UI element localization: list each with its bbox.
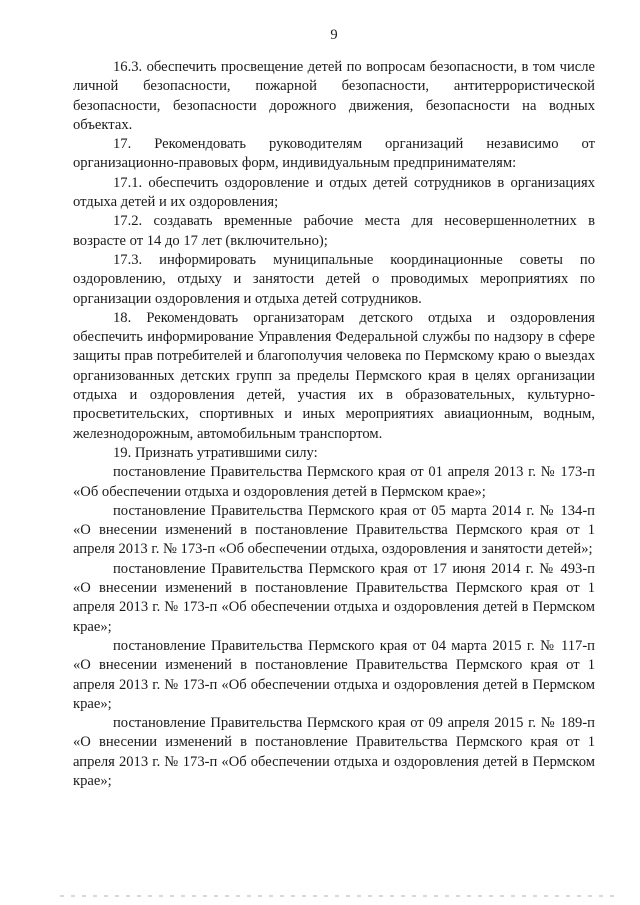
paragraph-18: 18. Рекомендовать организаторам детского отдыха и оздоровления обеспечить информирование Управления Федеральной службы по надзору в сфере защиты прав потребителей и благополучия человека по Пермскому краю о выездах организованных детских групп за пределы Пермского края в целях организации отдыха и оздоровления детей, участия их в образовательных, культурно-просветительских, спортивных и иных мероприятиях авиационным, водным, железнодорожным, автомобильным транспортом. <box>73 309 595 442</box>
paragraph-17: 17. Рекомендовать руководителям организаций независимо от организационно-правовых форм, индивидуальным предпринимателям: <box>73 136 595 172</box>
repealed-decree-493-p: постановление Правительства Пермского края от 17 июня 2014 г. № 493-п «О внесении изменений в постановление Правительства Пермского края от 1 апреля 2013 г. № 173-п «Об обеспечении отдыха и оздоровления детей в Пермском крае»; <box>73 560 595 635</box>
page-number: 9 <box>330 27 338 43</box>
repealed-decree-173-p: постановление Правительства Пермского края от 01 апреля 2013 г. № 173-п «Об обеспечении отдыха и оздоровления детей в Пермском крае»; <box>73 464 595 500</box>
document-body <box>73 58 595 791</box>
repealed-decree-117-p: постановление Правительства Пермского края от 04 марта 2015 г. № 117-п «О внесении изменений в постановление Правительства Пермского края от 1 апреля 2013 г. № 173-п «Об обеспечении отдыха и оздоровления детей в Пермском крае»; <box>73 637 595 712</box>
paragraph-16-3: 16.3. обеспечить просвещение детей по вопросам безопасности, в том числе личной безопасности, пожарной безопасности, антитеррористической безопасности, безопасности дорожного движения, безопасности на водных объектах. <box>73 59 595 133</box>
repealed-decree-189-p: постановление Правительства Пермского края от 09 апреля 2015 г. № 189-п «О внесении изменений в постановление Правительства Пермского края от 1 апреля 2013 г. № 173-п «Об обеспечении отдыха и оздоровления детей в Пермском крае»; <box>73 715 595 789</box>
paragraph-19: 19. Признать утратившими силу: <box>113 444 318 461</box>
scan-artifact-line <box>60 895 620 897</box>
paragraph-17-1: 17.1. обеспечить оздоровление и отдых детей сотрудников в организациях отдыха детей и их оздоровления; <box>73 174 595 211</box>
paragraph-17-3: 17.3. информировать муниципальные координационные советы по оздоровлению, отдыху и занятости детей о проводимых мероприятиях по организации оздоровления и отдыха детей сотрудников. <box>73 251 595 307</box>
repealed-decree-134-p: постановление Правительства Пермского края от 05 марта 2014 г. № 134-п «О внесении изменений в постановление Правительства Пермского края от 1 апреля 2013 г. № 173-п «Об обеспечении отдыха, оздоровления и занятости детей»; <box>73 502 595 558</box>
paragraph-17-2: 17.2. создавать временные рабочие места для несовершеннолетних в возрасте от 14 до 17 лет (включительно); <box>73 213 595 249</box>
